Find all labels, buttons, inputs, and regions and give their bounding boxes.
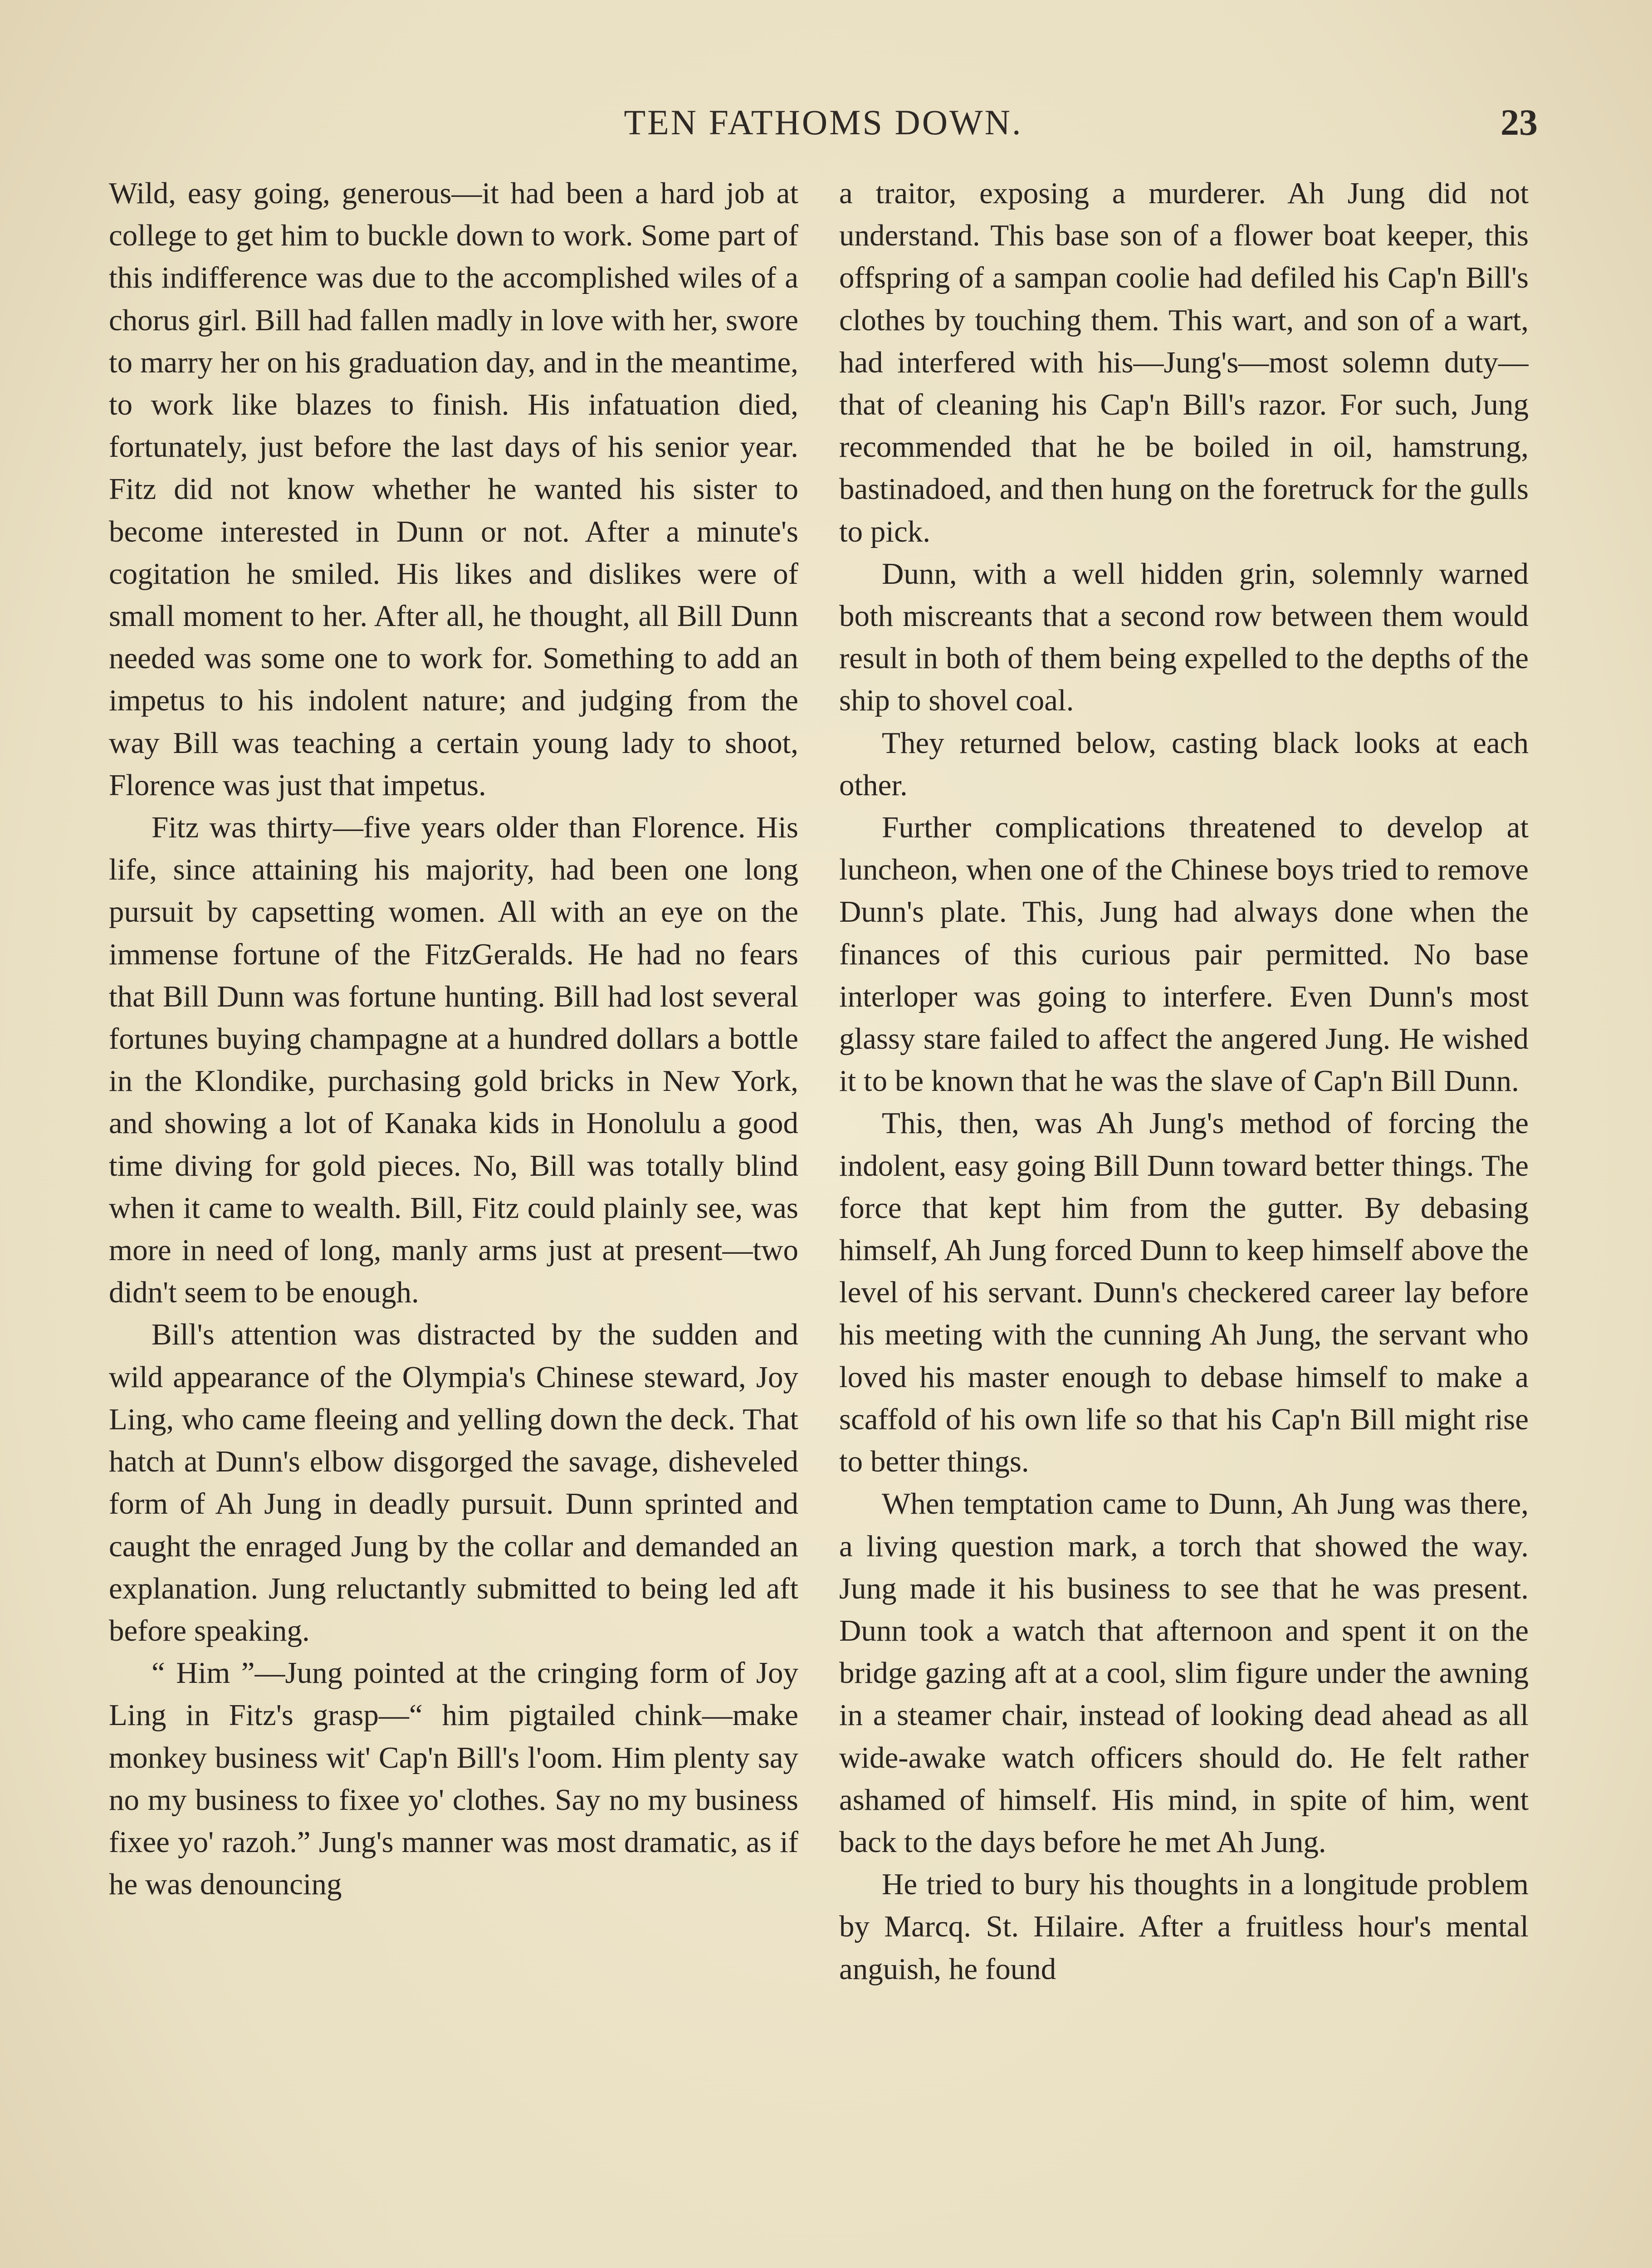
right-column — [839, 172, 1529, 2268]
page-header — [109, 98, 1538, 147]
paragraph: a traitor, exposing a murderer. Ah Jung did not understand. This base son of a flower boat keeper, this offspring of a sampan coolie had defiled his Cap'n Bill's clothes by touching them. This wart, and son of a wart, had interfered with his—Jung's—most solemn duty—that of cleaning his Cap'n Bill's razor. For such, Jung recommended that he be boiled in oil, hamstrung, bastinadoed, and then hung on the foretruck for the gulls to pick. — [839, 176, 1529, 548]
paragraph: Dunn, with a well hidden grin, solemnly warned both miscreants that a second row between them would result in both of them being expelled to the depths of the ship to shovel coal. — [839, 557, 1529, 718]
paragraph: Further complications threatened to develop at luncheon, when one of the Chinese boys tried to remove Dunn's plate. This, Jung had always done when the finances of this curious pair permitted. No base interloper was going to interfere. Even Dunn's most glassy stare failed to affect the angered Jung. He wished it to be known that he was the slave of Cap'n Bill Dunn. — [839, 811, 1529, 1098]
paragraph: Bill's attention was distracted by the sudden and wild appearance of the Olympia's Chinese steward, Joy Ling, who came fleeing and yelling down the deck. That hatch at Dunn's elbow disgorged the savage, disheveled form of Ah Jung in deadly pursuit. Dunn sprinted and caught the enraged Jung by the collar and demanded an explanation. Jung reluctantly submitted to being led aft before speaking. — [109, 1318, 798, 1647]
paragraph: “ Him ”—Jung pointed at the cringing form of Joy Ling in Fitz's grasp—“ him pigtailed chink—make monkey business wit' Cap'n Bill's l'oom. Him plenty say no my business to fixee yo' clothes. Say no my business fixee yo' razoh.” Jung's manner was most dramatic, as if he was denouncing — [109, 1656, 798, 1901]
text-columns — [109, 172, 1538, 2268]
paragraph: This, then, was Ah Jung's method of forcing the indolent, easy going Bill Dunn toward better things. The force that kept him from the gutter. By debasing himself, Ah Jung forced Dunn to keep himself above the level of his servant. Dunn's checkered career lay before his meeting with the cunning Ah Jung, the servant who loved his master enough to debase himself to make a scaffold of his own life so that his Cap'n Bill might rise to better things. — [839, 1106, 1529, 1479]
left-column — [109, 172, 798, 2268]
paragraph: They returned below, casting black looks at each other. — [839, 726, 1529, 802]
running-title: TEN FATHOMS DOWN. — [624, 103, 1023, 142]
paragraph: Wild, easy going, generous—it had been a hard job at college to get him to buckle down to work. Some part of this indifference was due to the accomplished wiles of a chorus girl. Bill had fallen madly in love with her, swore to marry her on his graduation day, and in the meantime, to work like blazes to finish. His infatuation died, fortunately, just before the last days of his senior year. Fitz did not know whether he wanted his sister to become interested in Dunn or not. After a minute's cogitation he smiled. His likes and dislikes were of small moment to her. After all, he thought, all Bill Dunn needed was some one to work for. Something to add an impetus to his indolent nature; and judging from the way Bill was teaching a certain young lady to shoot, Florence was just that impetus. — [109, 176, 798, 802]
paragraph: Fitz was thirty—five years older than Florence. His life, since attaining his majority, had been one long pursuit by capsetting women. All with an eye on the immense fortune of the FitzGeralds. He had no fears that Bill Dunn was fortune hunting. Bill had lost several fortunes buying champagne at a hundred dollars a bottle in the Klondike, purchasing gold bricks in New York, and showing a lot of Kanaka kids in Honolulu a good time diving for gold pieces. No, Bill was totally blind when it came to wealth. Bill, Fitz could plainly see, was more in need of long, manly arms just at present—two didn't seem to be enough. — [109, 811, 798, 1310]
page-number: 23 — [1500, 102, 1538, 143]
paragraph: When temptation came to Dunn, Ah Jung was there, a living question mark, a torch that showed the way. Jung made it his business to see that he was present. Dunn took a watch that afternoon and spent it on the bridge gazing aft at a cool, slim figure under the awning in a steamer chair, instead of looking dead ahead as all wide-awake watch officers should do. He felt rather ashamed of himself. His mind, in spite of him, went back to the days before he met Ah Jung. — [839, 1487, 1529, 1859]
paragraph: He tried to bury his thoughts in a longitude problem by Marcq. St. Hilaire. After a fruitless hour's mental anguish, he found — [839, 1867, 1529, 1986]
